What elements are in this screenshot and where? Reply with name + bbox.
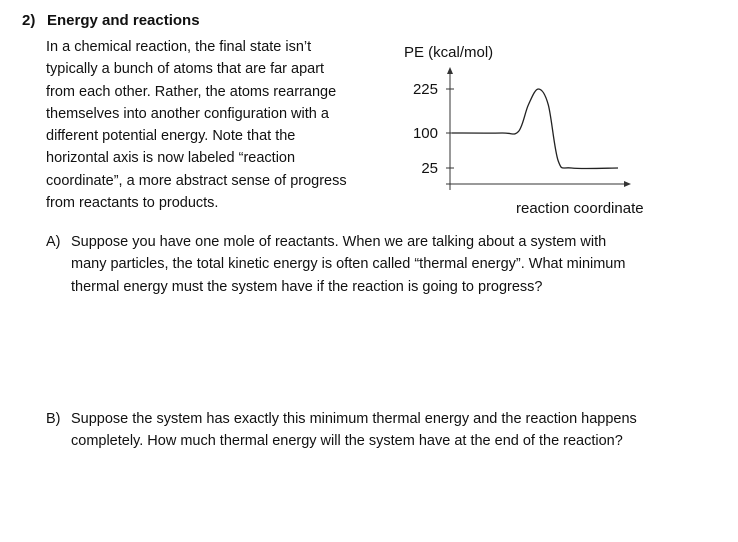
energy-curve bbox=[452, 89, 618, 169]
part-a bbox=[46, 231, 726, 301]
part-b-line: completely. How much thermal energy will the system have at the end of the reaction? bbox=[71, 433, 623, 450]
question-number: 2) bbox=[22, 12, 36, 29]
part-a-line: Suppose you have one mole of reactants. When we are talking about a system with bbox=[71, 234, 607, 250]
x-axis-label: reaction coordinate bbox=[516, 200, 644, 217]
part-b-text bbox=[71, 408, 711, 453]
intro-line: themselves into another configuration with a bbox=[46, 105, 329, 122]
intro-line: from each other. Rather, the atoms rearrange bbox=[46, 83, 337, 100]
y-tick-label: 100 bbox=[412, 125, 438, 142]
intro-line: horizontal axis is now labeled “reaction bbox=[46, 150, 296, 167]
part-b-line: Suppose the system has exactly this minimum thermal energy and the reaction happens bbox=[71, 411, 637, 427]
part-a-text bbox=[71, 231, 711, 298]
part-b-label: B) bbox=[46, 411, 61, 427]
question-title: Energy and reactions bbox=[47, 12, 200, 29]
intro-line: typically a bunch of atoms that are far apart bbox=[46, 61, 325, 78]
intro-line: from reactants to products. bbox=[46, 195, 219, 212]
y-tick-label: 25 bbox=[421, 160, 438, 177]
intro-line: In a chemical reaction, the final state isn’t bbox=[46, 39, 312, 55]
intro-line: different potential energy. Note that the bbox=[46, 128, 296, 145]
y-axis-label: PE (kcal/mol) bbox=[404, 44, 494, 61]
part-a-line: many particles, the total kinetic energy is often called “thermal energy”. What minimum bbox=[71, 256, 626, 273]
y-tick-label: 225 bbox=[412, 81, 438, 98]
part-b bbox=[46, 408, 726, 456]
part-a-label: A) bbox=[46, 234, 61, 250]
energy-diagram bbox=[0, 0, 738, 230]
intro-line: coordinate”, a more abstract sense of progress bbox=[46, 172, 347, 189]
part-a-line: thermal energy must the system have if the reaction is going to progress? bbox=[71, 278, 543, 295]
